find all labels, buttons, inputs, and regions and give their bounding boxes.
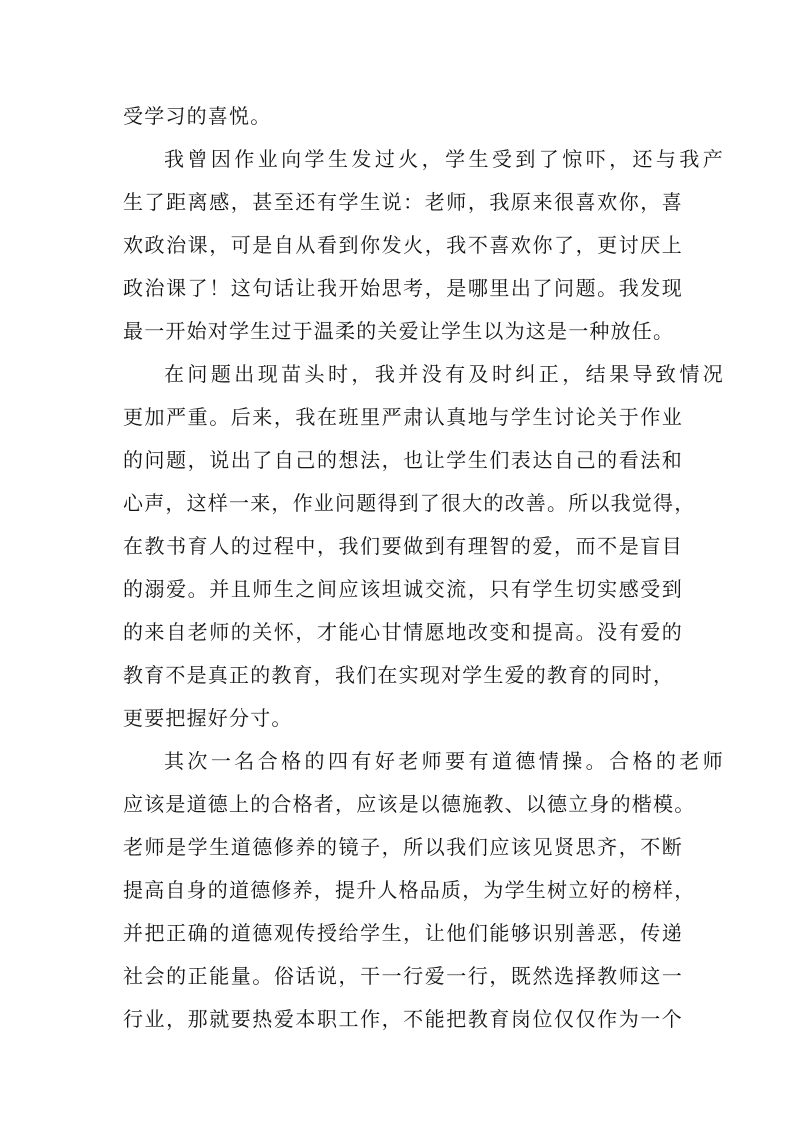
paragraph-line: 在教书育人的过程中，我们要做到有理智的爱，而不是盲目 xyxy=(123,534,683,558)
paragraph-line: 政治课了！这句话让我开始思考，是哪里出了问题。我发现 xyxy=(123,276,683,300)
paragraph-line: 受学习的喜悦。 xyxy=(123,104,272,128)
paragraph-line: 提高自身的道德修养，提升人格品质，为学生树立好的榜样， xyxy=(123,878,696,902)
paragraph-line: 行业，那就要热爱本职工作，不能把教育岗位仅仅作为一个 xyxy=(123,1007,683,1031)
paragraph-line: 老师是学生道德修养的镜子，所以我们应该见贤思齐，不断 xyxy=(123,835,683,859)
paragraph-line: 的溺爱。并且师生之间应该坦诚交流，只有学生切实感受到 xyxy=(123,577,683,601)
paragraph-first-line: 其次一名合格的四有好老师要有道德情操。合格的老师 xyxy=(164,749,724,773)
paragraph-line: 生了距离感，甚至还有学生说：老师，我原来很喜欢你，喜 xyxy=(123,190,683,214)
paragraph-first-line: 我曾因作业向学生发过火，学生受到了惊吓，还与我产 xyxy=(164,147,724,171)
paragraph-line: 最一开始对学生过于温柔的关爱让学生以为这是一种放任。 xyxy=(123,319,675,343)
paragraph-first-line: 在问题出现苗头时，我并没有及时纠正，结果导致情况 xyxy=(164,362,724,386)
paragraph-line: 心声，这样一来，作业问题得到了很大的改善。所以我觉得， xyxy=(123,491,696,515)
paragraph-line: 欢政治课，可是自从看到你发火，我不喜欢你了，更讨厌上 xyxy=(123,233,683,257)
paragraph-line: 的来自老师的关怀，才能心甘情愿地改变和提高。没有爱的 xyxy=(123,620,683,644)
paragraph-line: 更要把握好分寸。 xyxy=(123,706,293,730)
paragraph-line: 的问题，说出了自己的想法，也让学生们表达自己的看法和 xyxy=(123,448,683,472)
paragraph-line: 应该是道德上的合格者，应该是以德施教、以德立身的楷模。 xyxy=(123,792,696,816)
paragraph-line: 社会的正能量。俗话说，干一行爱一行，既然选择教师这一 xyxy=(123,964,683,988)
paragraph-line: 教育不是真正的教育，我们在实现对学生爱的教育的同时， xyxy=(123,663,675,687)
paragraph-line: 并把正确的道德观传授给学生，让他们能够识别善恶，传递 xyxy=(123,921,683,945)
paragraph-line: 更加严重。后来，我在班里严肃认真地与学生讨论关于作业 xyxy=(123,405,683,429)
